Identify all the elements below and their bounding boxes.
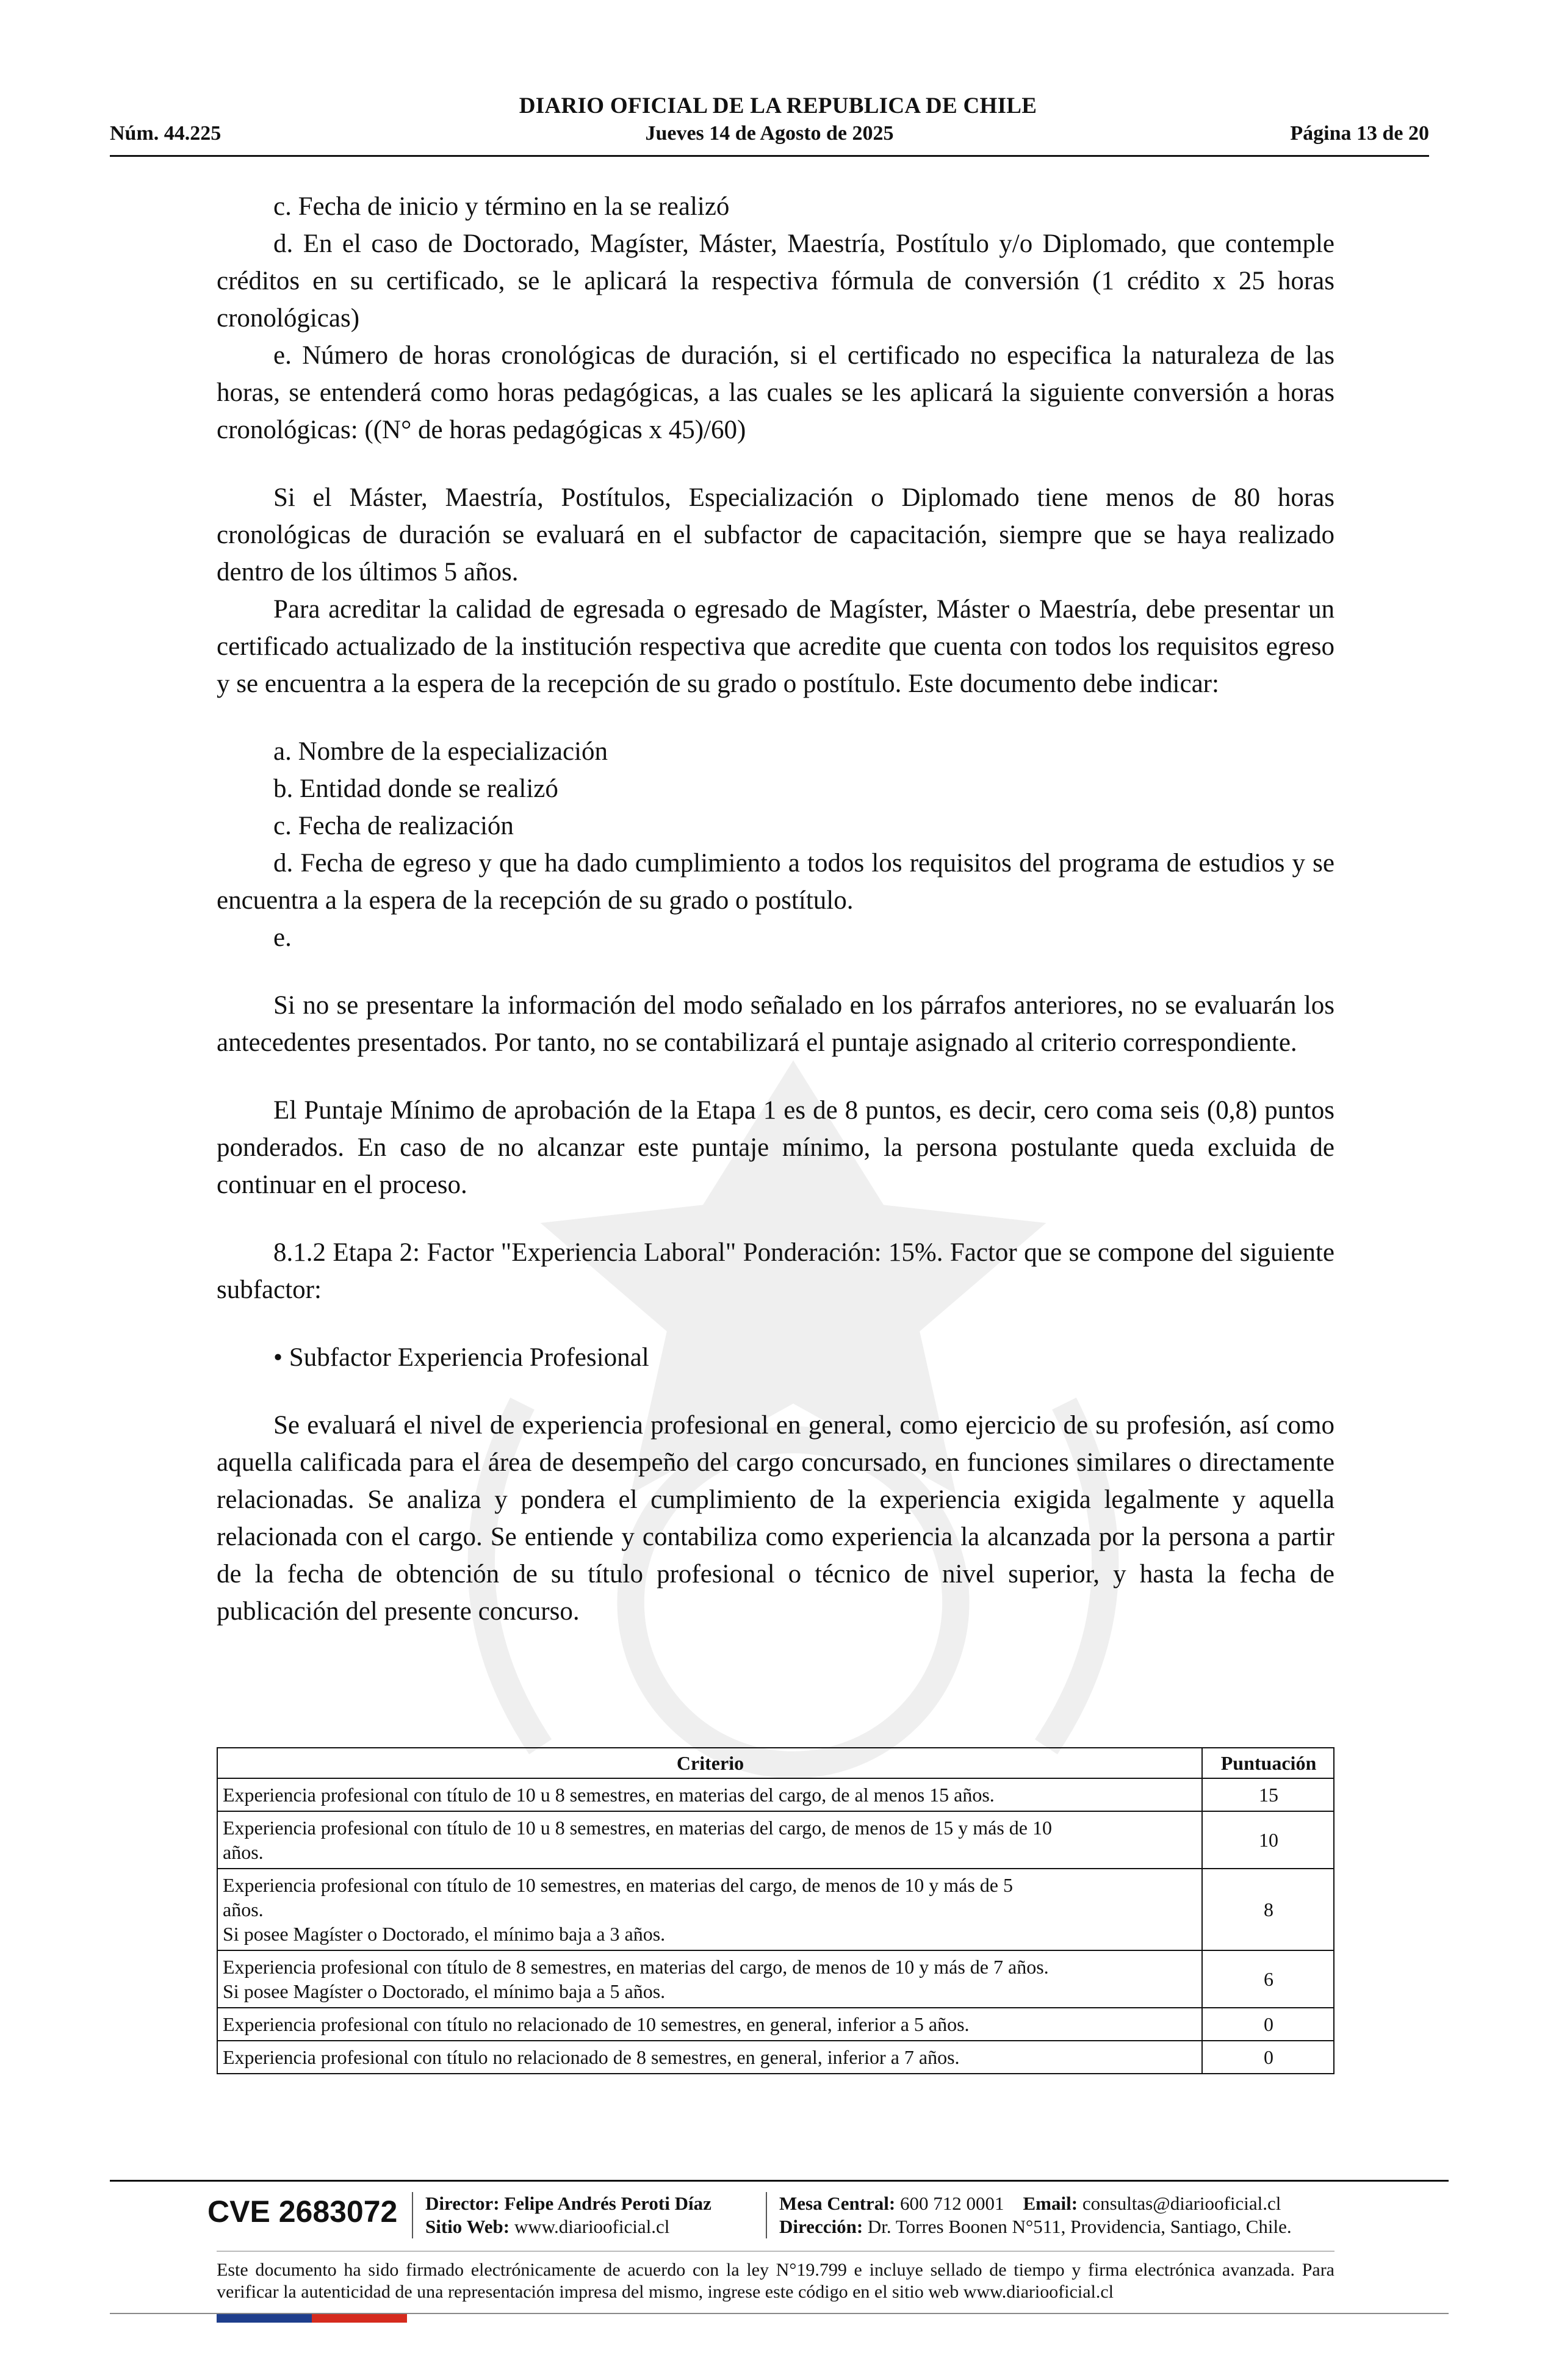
paragraph: Si el Máster, Maestría, Postítulos, Especialización o Diplomado tiene menos de 80 horas cronológicas de duración se evaluará en el subfactor de capacitación, siempre que se haya realizado dentro de los últimos 5 años. [217, 483, 1334, 586]
cve-code: CVE 2683072 [207, 2194, 398, 2229]
criterio-cell: Experiencia profesional con título no relacionado de 10 semestres, en general, inferior a 5 años. [217, 2008, 1202, 2041]
list-item: e. [273, 923, 292, 952]
criterio-cell: Experiencia profesional con título no relacionado de 8 semestres, en general, inferior a 7 años. [217, 2041, 1202, 2074]
website-link[interactable]: www.diariooficial.cl [514, 2216, 670, 2237]
score-cell: 0 [1202, 2041, 1334, 2074]
paragraph: El Puntaje Mínimo de aprobación de la Etapa 1 es de 8 puntos, es decir, cero coma seis (0,8) puntos ponderados. En caso de no alcanzar este puntaje mínimo, la persona postulante queda excluida de continuar en el proceso. [217, 1096, 1334, 1199]
flag-blue-band [217, 2314, 312, 2323]
list-item: d. En el caso de Doctorado, Magíster, Máster, Maestría, Postítulo y/o Diplomado, que contemple créditos en su certificado, se le aplicará la respectiva fórmula de conversión (1 crédito x 25 horas cronológicas) [217, 229, 1334, 333]
paragraph: Para acreditar la calidad de egresada o egresado de Magíster, Máster o Maestría, debe presentar un certificado actualizado de la institución respectiva que acredite que cuenta con todos los requisitos egreso y se encuentra a la espera de la recepción de su grado o postítulo. Este documento debe indicar: [217, 595, 1334, 698]
footer-separator [766, 2192, 767, 2238]
table-row [217, 2041, 1334, 2074]
footer-separator [412, 2192, 413, 2238]
score-cell: 0 [1202, 2008, 1334, 2041]
paragraph: Se evaluará el nivel de experiencia profesional en general, como ejercicio de su profesión, así como aquella calificada para el área de desempeño del cargo concursado, en funciones similares o directamente relacionadas. Se analiza y pondera el cumplimiento de la experiencia exigida legalmente y aquella relacionada con el cargo. Se entiende y contabiliza como experiencia la alcanzada por la persona a partir de la fecha de obtención de su título profesional o técnico de nivel superior, y hasta la fecha de publicación del presente concurso. [217, 1411, 1334, 1626]
score-cell: 15 [1202, 1778, 1334, 1811]
score-cell: 8 [1202, 1869, 1334, 1950]
column-header-puntuacion: Puntuación [1202, 1748, 1334, 1778]
list-item: a. Nombre de la especialización [273, 737, 608, 766]
issue-number: Núm. 44.225 [110, 122, 222, 145]
table-row [217, 1778, 1334, 1811]
legal-notice: Este documento ha sido firmado electrónicamente de acuerdo con la ley N°19.799 e incluye sellado de tiempo y firma electrónica avanzada. Para verificar la autenticidad de una representación impresa del mismo, ingrese este código en el sitio web www.diariooficial.cl [217, 2260, 1334, 2302]
score-cell: 6 [1202, 1950, 1334, 2008]
bullet-item: • Subfactor Experiencia Profesional [273, 1343, 649, 1372]
footer-divider [110, 2180, 1449, 2182]
criterio-cell: Experiencia profesional con título de 10 u 8 semestres, en materias del cargo, de menos de 15 y más de 10 años. [217, 1811, 1202, 1869]
column-header-criterio: Criterio [217, 1748, 1202, 1778]
table-row [217, 1950, 1334, 2008]
table-row [217, 1811, 1334, 1869]
criterio-cell: Experiencia profesional con título de 10 semestres, en materias del cargo, de menos de 10 y más de 5 años. Si posee Magíster o Doctorado, el mínimo baja a 3 años. [217, 1869, 1202, 1950]
document-body [217, 188, 1334, 1630]
list-item: c. Fecha de inicio y término en la se realizó [273, 192, 730, 221]
footer-director-block: Director: Felipe Andrés Peroti Díaz Sitio Web: www.diariooficial.cl [425, 2193, 711, 2237]
scoring-table [217, 1747, 1334, 2074]
table-row [217, 2008, 1334, 2041]
score-cell: 10 [1202, 1811, 1334, 1869]
footer-contact-block: Mesa Central: 600 712 0001 Email: consultas@diariooficial.cl Dirección: Dr. Torres Boonen N°511, Providencia, Santiago, Chile. [779, 2193, 1292, 2237]
table-row [217, 1869, 1334, 1950]
address: Dr. Torres Boonen N°511, Providencia, Santiago, Chile. [867, 2216, 1292, 2237]
list-item: e. Número de horas cronológicas de duración, si el certificado no especifica la naturaleza de las horas, se entenderá como horas pedagógicas, a las cuales se les aplicará la siguiente conversión a horas cronológicas: ((N° de horas pedagógicas x 45)/60) [217, 341, 1334, 444]
criterio-cell: Experiencia profesional con título de 8 semestres, en materias del cargo, de menos de 10 y más de 7 años. Si posee Magíster o Doctorado, el mínimo baja a 5 años. [217, 1950, 1202, 2008]
list-item: d. Fecha de egreso y que ha dado cumplimiento a todos los requisitos del programa de estudios y se encuentra a la espera de la recepción de su grado o postítulo. [217, 849, 1334, 915]
flag-red-band [312, 2314, 407, 2323]
gazette-title: DIARIO OFICIAL DE LA REPUBLICA DE CHILE [519, 93, 1037, 118]
list-item: c. Fecha de realización [273, 812, 514, 840]
section-heading: 8.1.2 Etapa 2: Factor "Experiencia Laboral" Ponderación: 15%. Factor que se compone del siguiente subfactor: [217, 1238, 1334, 1304]
issue-date: Jueves 14 de Agosto de 2025 [645, 122, 894, 145]
criterio-cell: Experiencia profesional con título de 10 u 8 semestres, en materias del cargo, de al menos 15 años. [217, 1778, 1202, 1811]
list-item: b. Entidad donde se realizó [273, 774, 558, 803]
phone-number: 600 712 0001 [900, 2193, 1004, 2214]
footer-inner-divider [217, 2251, 1334, 2252]
header-divider [110, 155, 1429, 157]
paragraph: Si no se presentare la información del modo señalado en los párrafos anteriores, no se evaluarán los antecedentes presentados. Por tanto, no se contabilizará el puntaje asignado al criterio correspondiente. [217, 991, 1334, 1057]
header-row [110, 122, 1429, 149]
flag-stripe [217, 2314, 407, 2323]
table-header-row [217, 1748, 1334, 1778]
director-name: Felipe Andrés Peroti Díaz [504, 2193, 711, 2214]
page-number: Página 13 de 20 [1290, 122, 1429, 145]
email-link[interactable]: consultas@diariooficial.cl [1082, 2193, 1281, 2214]
